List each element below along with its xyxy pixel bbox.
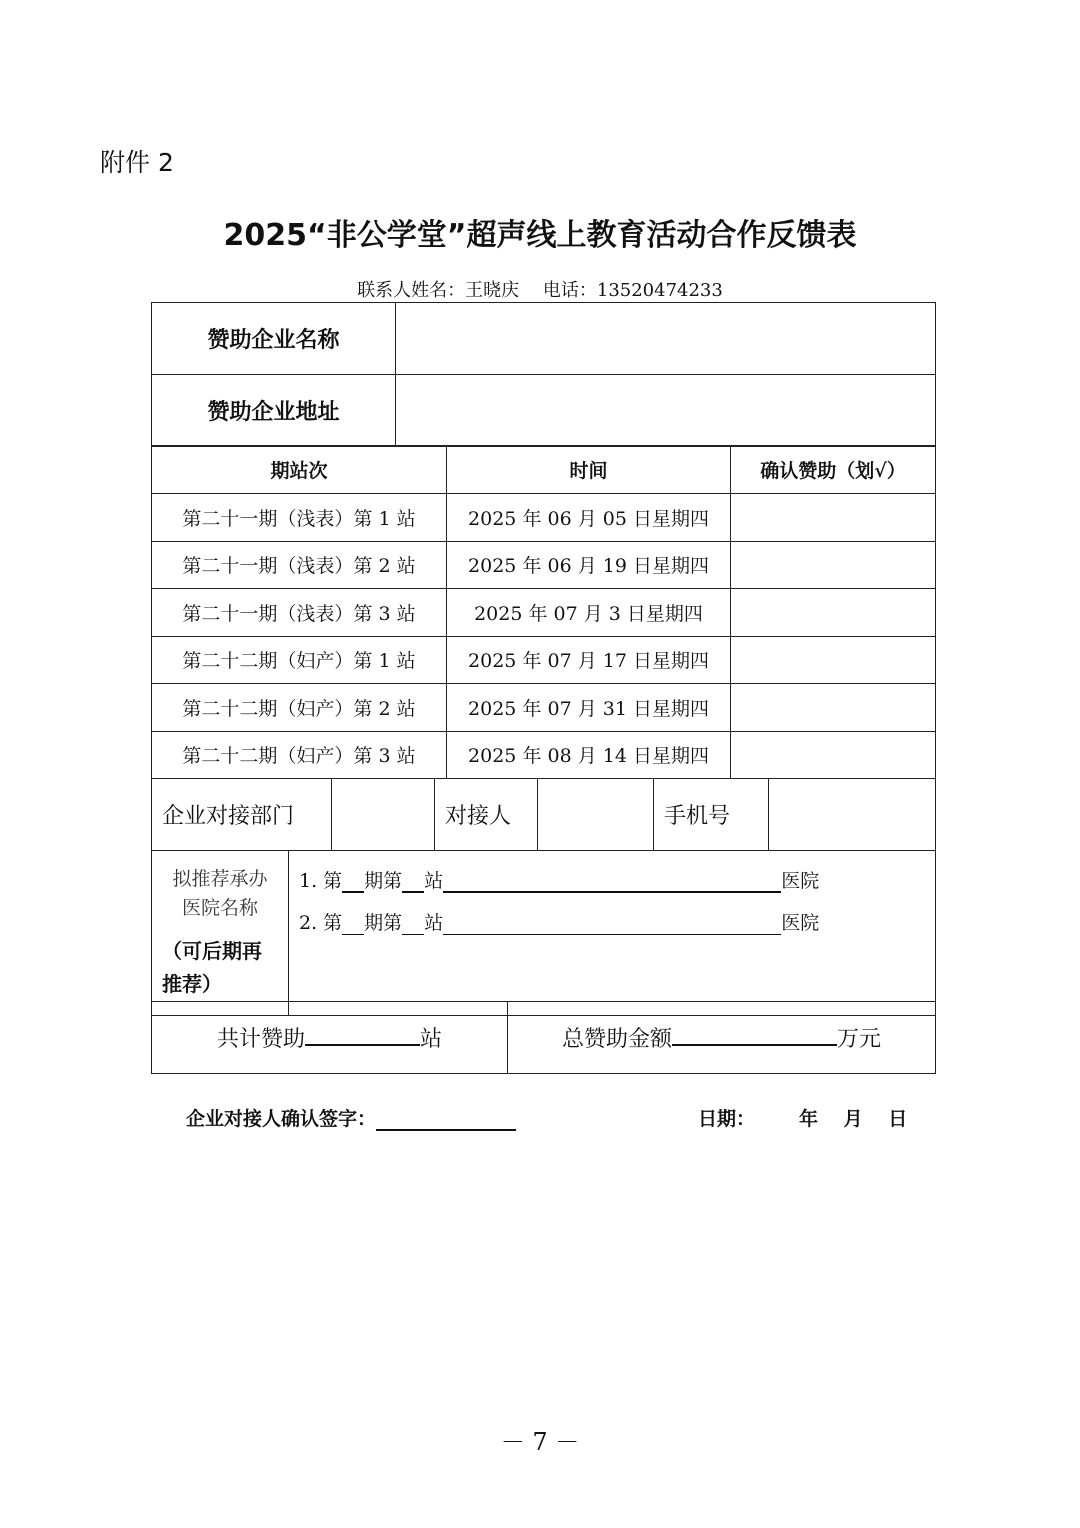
signature-label: 企业对接人确认签字： bbox=[186, 1108, 377, 1130]
recommend-line-1[interactable] bbox=[289, 851, 935, 893]
person-field[interactable] bbox=[538, 779, 654, 851]
header-session: 期站次 bbox=[152, 446, 447, 494]
date-cell: 2025 年 08 月 14 日星期四 bbox=[447, 731, 731, 779]
person-label: 对接人 bbox=[435, 779, 538, 851]
attachment-label: 附件 2 bbox=[100, 148, 174, 177]
line-suffix: 医院 bbox=[781, 912, 820, 934]
phone-label: 手机号 bbox=[654, 779, 769, 851]
date-label: 日期： bbox=[698, 1108, 756, 1130]
document-title: 2025“非公学堂”超声线上教育活动合作反馈表 bbox=[223, 218, 857, 253]
session-cell: 第二十二期（妇产）第 3 站 bbox=[152, 731, 447, 779]
signature-row[interactable] bbox=[186, 1104, 516, 1131]
phone-field[interactable] bbox=[769, 779, 936, 851]
recommend-label bbox=[152, 851, 289, 1016]
confirm-cell[interactable] bbox=[731, 684, 936, 732]
recommend-note: （可后期再 bbox=[162, 939, 262, 963]
schedule-table bbox=[151, 445, 936, 779]
company-info-table bbox=[151, 302, 936, 447]
recommend-label-line: 医院名称 bbox=[181, 897, 258, 919]
total-amount-label: 总赞助金额 bbox=[561, 1027, 672, 1052]
page-number: － 7 － bbox=[500, 1428, 580, 1456]
table-row bbox=[152, 494, 936, 542]
confirm-cell[interactable] bbox=[731, 541, 936, 589]
recommend-line-2[interactable] bbox=[289, 893, 935, 935]
table-row bbox=[152, 541, 936, 589]
confirm-cell[interactable] bbox=[731, 731, 936, 779]
recommend-label-line: 拟推荐承办 bbox=[172, 868, 268, 890]
session-cell: 第二十一期（浅表）第 3 站 bbox=[152, 589, 447, 637]
total-amount[interactable] bbox=[508, 1002, 936, 1074]
line-suffix: 医院 bbox=[781, 870, 820, 892]
date-cell: 2025 年 07 月 31 日星期四 bbox=[447, 684, 731, 732]
line-end: 站 bbox=[424, 912, 444, 934]
confirm-cell[interactable] bbox=[731, 589, 936, 637]
table-row bbox=[152, 684, 936, 732]
header-confirm: 确认赞助（划√） bbox=[731, 446, 936, 494]
table-row bbox=[152, 589, 936, 637]
date-units: 年 月 日 bbox=[799, 1108, 908, 1130]
total-stations-unit: 站 bbox=[420, 1027, 443, 1052]
contact-info: 联系人姓名：王晓庆 电话：13520474233 bbox=[357, 280, 723, 301]
table-row bbox=[152, 636, 936, 684]
total-stations[interactable] bbox=[152, 1002, 508, 1074]
total-amount-unit: 万元 bbox=[837, 1027, 882, 1052]
total-table bbox=[151, 1001, 936, 1074]
header-date: 时间 bbox=[447, 446, 731, 494]
date-row bbox=[698, 1104, 907, 1131]
date-cell: 2025 年 06 月 19 日星期四 bbox=[447, 541, 731, 589]
recommend-note: 推荐） bbox=[162, 972, 222, 996]
date-cell: 2025 年 06 月 05 日星期四 bbox=[447, 494, 731, 542]
session-cell: 第二十二期（妇产）第 2 站 bbox=[152, 684, 447, 732]
company-name-field[interactable] bbox=[396, 303, 936, 375]
line-end: 站 bbox=[424, 870, 444, 892]
company-address-label: 赞助企业地址 bbox=[152, 375, 396, 447]
dept-field[interactable] bbox=[332, 779, 435, 851]
line-mid: 期第 bbox=[364, 870, 403, 892]
confirm-cell[interactable] bbox=[731, 636, 936, 684]
company-address-field[interactable] bbox=[396, 375, 936, 447]
contact-table bbox=[151, 778, 936, 851]
confirm-cell[interactable] bbox=[731, 494, 936, 542]
session-cell: 第二十二期（妇产）第 1 站 bbox=[152, 636, 447, 684]
line-prefix: 2. 第 bbox=[299, 912, 343, 934]
line-prefix: 1. 第 bbox=[299, 870, 343, 892]
session-cell: 第二十一期（浅表）第 2 站 bbox=[152, 541, 447, 589]
table-row bbox=[152, 731, 936, 779]
line-mid: 期第 bbox=[364, 912, 403, 934]
date-cell: 2025 年 07 月 17 日星期四 bbox=[447, 636, 731, 684]
dept-label: 企业对接部门 bbox=[152, 779, 332, 851]
recommend-table bbox=[151, 850, 936, 1016]
date-cell: 2025 年 07 月 3 日星期四 bbox=[447, 589, 731, 637]
total-stations-label: 共计赞助 bbox=[216, 1027, 305, 1052]
session-cell: 第二十一期（浅表）第 1 站 bbox=[152, 494, 447, 542]
company-name-label: 赞助企业名称 bbox=[152, 303, 396, 375]
